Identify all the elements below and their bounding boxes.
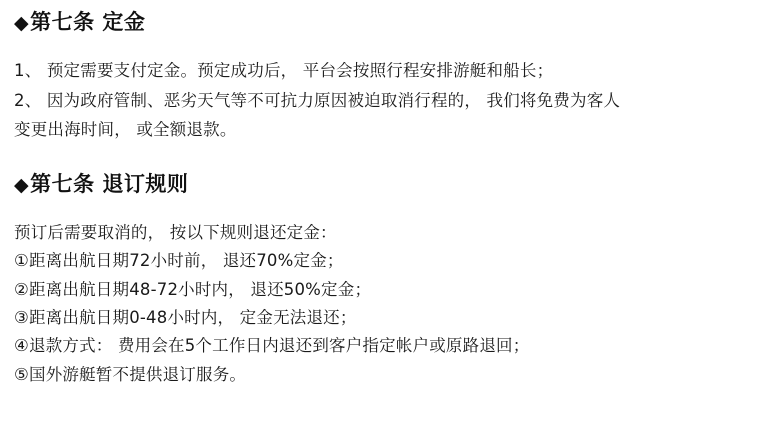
section-deposit-title: 第七条 定金 <box>30 10 146 34</box>
spacer <box>14 42 756 56</box>
section-deposit-heading <box>14 8 756 36</box>
section-deposit-body <box>14 56 756 144</box>
cancellation-rule-3: ③距离出航日期0-48小时内， 定金无法退还； <box>14 307 357 327</box>
deposit-clause-1: 1、 预定需要支付定金。预定成功后， 平台会按照行程安排游艇和船长； <box>14 61 554 81</box>
deposit-clause-2-line-1: 2、 因为政府管制、恶劣天气等不可抗力原因被迫取消行程的， 我们将免费为客人 <box>14 90 621 110</box>
section-cancellation <box>14 170 756 389</box>
cancellation-rule-4: ④退款方式： 费用会在5个工作日内退还到客户指定帐户或原路退回； <box>14 336 530 356</box>
deposit-clause-2-line-2: 变更出海时间， 或全额退款。 <box>14 120 237 140</box>
section-deposit <box>14 8 756 144</box>
diamond-bullet-icon: ◆ <box>14 12 30 34</box>
spacer <box>14 148 756 170</box>
diamond-bullet-icon: ◆ <box>14 174 30 197</box>
cancellation-rule-1: ①距离出航日期72小时前， 退还70%定金； <box>14 251 344 271</box>
cancellation-intro: 预订后需要取消的， 按以下规则退还定金： <box>14 222 337 242</box>
section-cancellation-body <box>14 219 756 389</box>
cancellation-rule-2: ②距离出航日期48-72小时内， 退还50%定金； <box>14 279 372 299</box>
spacer <box>14 205 756 219</box>
section-cancellation-heading <box>14 170 756 198</box>
section-cancellation-title: 第七条 退订规则 <box>30 172 189 197</box>
cancellation-rule-5: ⑤国外游艇暂不提供退订服务。 <box>14 364 247 384</box>
